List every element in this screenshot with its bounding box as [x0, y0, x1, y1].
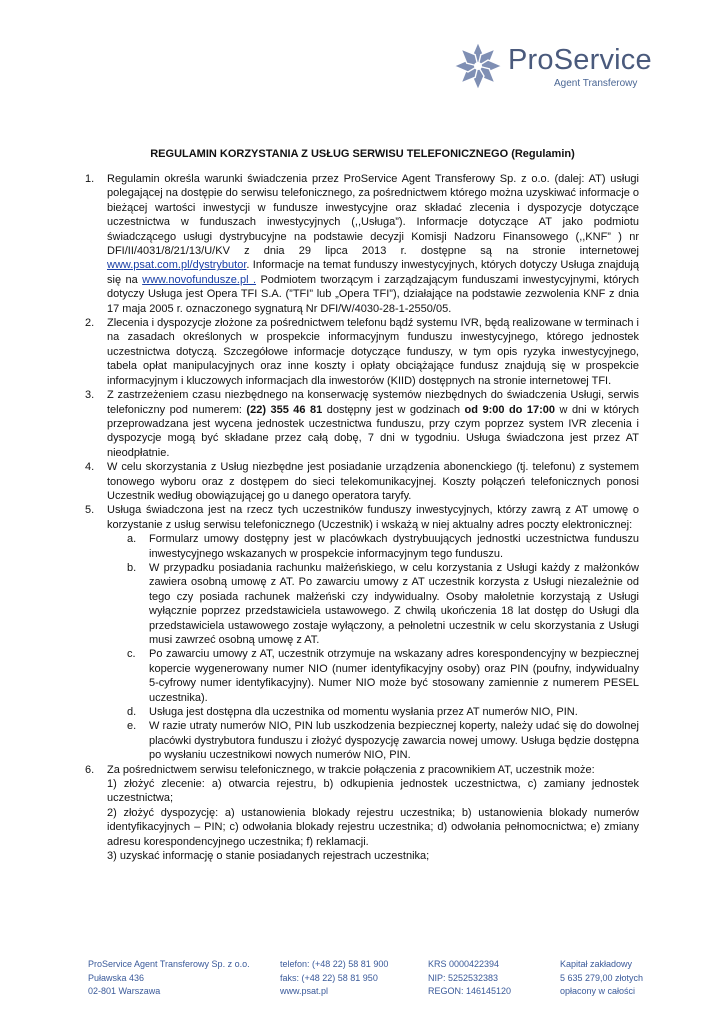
- rule-item-2: [85, 316, 639, 388]
- footer-line: Kapitał zakładowy: [560, 959, 633, 969]
- document-title: REGULAMIN KORZYSTANIA Z USŁUG SERWISU TELEFONICZNEGO (Regulamin): [150, 148, 575, 160]
- sub-item-a: [127, 532, 639, 561]
- phone-number: (22) 355 46 81: [246, 403, 323, 416]
- rule-text: Usługa świadczona jest na rzecz tych uczestników funduszy inwestycyjnych, którzy zawrą z AT umowę o korzystanie z usług serwisu telefonicznego (Uczestnik) i wskażą w niej aktualny adres poczty elektronicznej:: [107, 504, 639, 531]
- sub-text: Usługa jest dostępna dla uczestnika od momentu wysłania przez AT numerów NIO, PIN.: [149, 706, 578, 719]
- footer-contact: [280, 958, 388, 999]
- sub-text: Formularz umowy dostępny jest w placówkach dystrybuujących jednostki uczestnictwa funduszu inwestycyjnego wskazanych w prospekcie informacyjnym tego funduszu.: [149, 533, 639, 560]
- footer-registry: [428, 958, 511, 999]
- sub-label: a.: [127, 533, 137, 546]
- rule-text: Regulamin określa warunki świadczenia przez ProService Agent Transferowy Sp. z o.o. (dalej: AT) usługi polegającej na dostępie do serwisu telefonicznego, za pośrednictwem którego można uzyskiwać informacje o bieżącej wartości inwestycji w fundusze inwestycyjne oraz składać zlecenia i dyspozycje dotyczące uczestnictwa w funduszach inwestycyjnych (,,Usługa”). Informacje dotyczące AT jako podmiotu świadczącego usługi dystrybucyjne na podstawie decyzji Komisji Nadzoru Finansowego (,,KNF” ) nr DFI/II/4031/8/21/13/U/KV z dnia 29 lipca 2013 r. dostępne są na stronie internetowej: [107, 173, 639, 258]
- footer-line: 02-801 Warszawa: [88, 986, 161, 996]
- sub-label: c.: [127, 648, 136, 661]
- rule-number: 2.: [85, 317, 95, 330]
- rule-text: w dni w których przeprowadzana jest wycena jednostek uczestnictwa funduszu, przy czym poprzez system IVR zlecenia i dyspozycje mogą być składane przez całą dobę, 7 dni w tygodniu. Usługa świadczona jest przez AT nieodpłatnie.: [107, 403, 639, 459]
- rule-item-5: [85, 503, 639, 762]
- footer-line: KRS 0000422394: [428, 959, 500, 969]
- dystrybutor-link[interactable]: www.psat.com.pl/dystrybutor: [107, 259, 247, 272]
- rule-text: . Informacje na temat funduszy inwestycyjnych, których dotyczy Usługa znajdują się na: [107, 259, 639, 286]
- sub-text: Po zawarciu umowy z AT, uczestnik otrzymuje na wskazany adres korespondencyjny w bezpiecznej kopercie wygenerowany numer NIO (numer identyfikacyjny osoby) oraz PIN (poufny, indywidualny 5-cyfrowy numer identyfikacyjny). Numer NIO może być stosowany zamiennie z numerem PESEL uczestnika).: [149, 648, 639, 704]
- rule-text: W celu skorzystania z Usług niezbędne jest posiadanie urządzenia abonenckiego (tj. telefonu) z systemem tonowego wyboru oraz z dostępem do sieci telekomunikacyjnej. Koszty połączeń telefonicznych ponosi Uczestnik według obowiązującej go u danego operatora taryfy.: [107, 461, 639, 502]
- footer-capital: [560, 958, 643, 999]
- rule-text: Podmiotem tworzącym i zarządzającym funduszami inwestycyjnymi, których dotyczy Usługa jest Opera TFI S.A. (”TFI” lub „Opera TFI”), działające na podstawie zezwolenia KNF z dnia 17 maja 2005 r. oznaczonego sygnaturą Nr DFI/W/4030-28-1-2550/05.: [107, 273, 640, 315]
- rule-number: 4.: [85, 461, 95, 474]
- rules-list: [85, 172, 640, 864]
- sub-label: e.: [127, 720, 137, 733]
- sub-item-b: [127, 561, 639, 647]
- sub-text: W razie utraty numerów NIO, PIN lub uszkodzenia bezpiecznej koperty, należy udać się do dowolnej placówki dystrybutora funduszu i złożyć dyspozycję zawarcia nowej umowy. Usługa będzie dostępna po wysłaniu uczestnikowi nowych numerów NIO, PIN.: [149, 720, 639, 762]
- rule-number: 5.: [85, 504, 95, 517]
- rule-number: 3.: [85, 389, 95, 402]
- logo-brand: ProService: [508, 44, 652, 76]
- footer-website-link[interactable]: www.psat.pl: [280, 986, 329, 996]
- footer-line: ProService Agent Transferowy Sp. z o.o.: [88, 959, 250, 969]
- footer-fax: faks: (+48 22) 58 81 950: [280, 972, 378, 983]
- sub-label: d.: [127, 706, 137, 719]
- sub-item-d: [127, 705, 639, 719]
- document-body: [85, 172, 640, 864]
- rule-text: Za pośrednictwem serwisu telefonicznego, w trakcie połączenia z pracownikiem AT, uczestnik może:: [107, 763, 595, 776]
- rule-item-1: [85, 172, 640, 316]
- footer-line: 5 635 279,00 złotych: [560, 972, 644, 983]
- novofundusze-link[interactable]: www.novofundusze.pl .: [142, 273, 257, 286]
- star-logo-icon: [452, 40, 504, 92]
- rule-item-3: [85, 388, 639, 460]
- logo-tagline: Agent Transferowy: [554, 78, 638, 89]
- rule-text: Z zastrzeżeniem czasu niezbędnego na konserwację systemów niezbędnych do świadczenia Usługi, serwis telefoniczny pod numerem:: [107, 389, 639, 416]
- sub-list: [107, 532, 639, 763]
- rule-number: 6.: [85, 763, 95, 776]
- sub-item-c: [127, 647, 639, 705]
- footer-line: NIP: 5252532383: [428, 972, 499, 983]
- sub-label: b.: [127, 561, 137, 574]
- footer-line: Puławska 436: [88, 972, 145, 983]
- rule-point-2: 2) złożyć dyspozycję: a) ustanowienia blokady rejestru uczestnika; b) ustanowienia blokady numerów identyfikacyjnych – PIN; c) odwołania blokady rejestru uczestnika; d) odwołania pełnomocnictwa; e) zmiany adresu korespondencyjnego uczestnika; f) reklamacji.: [107, 806, 639, 848]
- rule-text: Zlecenia i dyspozycje złożone za pośrednictwem telefonu bądź systemu IVR, będą realizowane w terminach i na zasadach określonych w prospekcie informacyjnym funduszu inwestycyjnego, którego jednostek uczestnictwa dotyczą. Szczegółowe informacje dotyczące funduszy, w tym opis ryzyka inwestycyjnego, tabela opłat manipulacyjnych oraz inne koszty i opłaty obciążające fundusz znajdują się w prospekcie informacyjnym i kluczowych informacjach dla inwestorów (KIID) dostępnych na stronie internetowej TFI.: [107, 317, 639, 387]
- proservice-logo: [452, 40, 682, 96]
- footer-phone: telefon: (+48 22) 58 81 900: [280, 959, 389, 969]
- rule-text: dostępny jest w godzinach: [326, 403, 461, 416]
- footer-line: REGON: 146145120: [428, 986, 512, 996]
- sub-item-e: [127, 719, 639, 762]
- rule-number: 1.: [85, 173, 95, 185]
- rule-point-3: 3) uzyskać informację o stanie posiadanych rejestrach uczestnika;: [107, 850, 430, 863]
- footer-line: opłacony w całości: [560, 986, 636, 996]
- rule-item-4: [85, 460, 639, 503]
- sub-text: W przypadku posiadania rachunku małżeńskiego, w celu korzystania z Usługi każdy z małżonków zawiera osobną umowę z AT. Po zawarciu umowy z AT uczestnik korzysta z Usługi niezależnie od tego czy posiada rachunek małżeński czy indywidualny. Osoby małoletnie korzystają z Usługi wyłącznie poprzez przedstawiciela ustawowego. Z chwilą ukończenia 18 lat dostęp do Usługi dla przedstawiciela ustawowego zostaje wyłączony, a pełnoletni uczestnik w celu skorzystania z Usługi musi zawrzeć osobną umowę z AT.: [149, 561, 639, 646]
- rule-item-6: [85, 763, 639, 864]
- footer-company: [88, 958, 250, 999]
- service-hours: od 9:00 do 17:00: [464, 403, 556, 416]
- rule-point-1: 1) złożyć zlecenie: a) otwarcia rejestru, b) odkupienia jednostek uczestnictwa, c) zamiany jednostek uczestnictwa;: [107, 778, 639, 805]
